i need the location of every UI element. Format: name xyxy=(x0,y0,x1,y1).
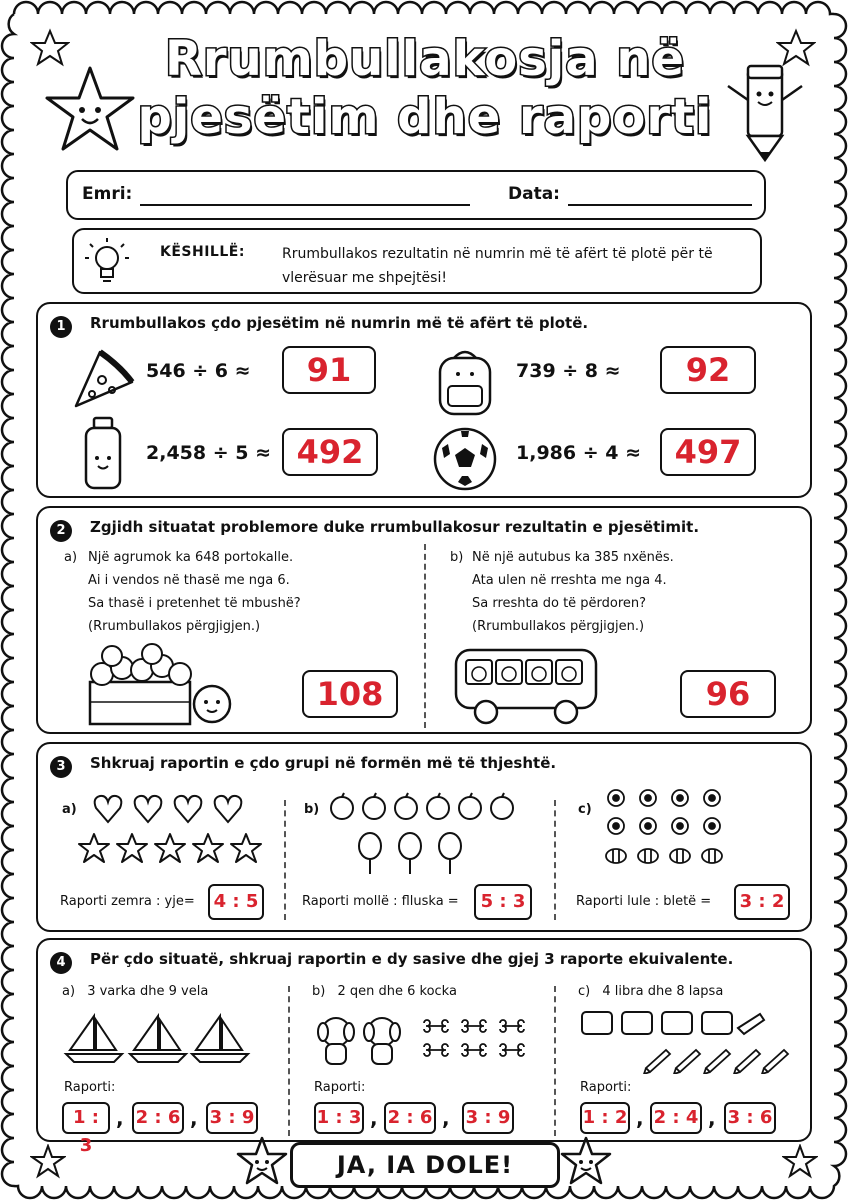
section-instruction: Për çdo situatë, shkruaj raportin e dy sasive dhe gjej 3 raporte ekuivalente. xyxy=(90,950,734,968)
heart-icon xyxy=(135,796,162,822)
comma: , xyxy=(636,1106,644,1130)
bones-group xyxy=(420,1016,532,1062)
bone-icon xyxy=(424,1020,448,1032)
title-line-2: pjesëtim dhe raporti xyxy=(137,89,713,145)
flower-icon xyxy=(672,818,688,834)
smiling-star-icon xyxy=(560,1136,612,1188)
problem-line: Ai i vendos në thasë me nga 6. xyxy=(88,573,290,588)
ratio-answer-box[interactable]: 5 : 3 xyxy=(474,884,532,920)
answer-box[interactable]: 492 xyxy=(282,428,378,476)
column-divider xyxy=(424,544,426,728)
tip-label: KËSHILLË: xyxy=(160,244,245,260)
name-field[interactable] xyxy=(140,204,470,206)
problem-line: (Rrumbullakos përgjigjen.) xyxy=(88,619,261,634)
answer-box[interactable]: 92 xyxy=(660,346,756,394)
flower-icon xyxy=(704,818,720,834)
column-divider xyxy=(284,800,286,920)
date-field[interactable] xyxy=(568,204,752,206)
section-3 xyxy=(36,742,812,932)
answer-box[interactable]: 108 xyxy=(302,670,398,718)
situation-text: 4 libra dhe 8 lapsa xyxy=(602,984,724,999)
ratio-answer-box[interactable]: 4 : 5 xyxy=(208,884,264,920)
answer-box[interactable]: 96 xyxy=(680,670,776,718)
answer-box[interactable]: 497 xyxy=(660,428,756,476)
problem-line: (Rrumbullakos përgjigjen.) xyxy=(472,619,645,634)
flower-icon xyxy=(640,818,656,834)
dog-icon xyxy=(364,1018,400,1064)
name-date-bar xyxy=(66,170,766,220)
balloon-icon xyxy=(359,833,381,874)
ratio-answer-box[interactable]: 3 : 9 xyxy=(462,1102,514,1134)
section-number: 3 xyxy=(50,756,72,778)
tip-box xyxy=(72,228,762,294)
problem-label: a) xyxy=(64,550,78,565)
comma: , xyxy=(116,1106,124,1130)
section-1 xyxy=(36,302,812,498)
ratio-answer-box[interactable]: 2 : 4 xyxy=(650,1102,702,1134)
ratio-answer-box[interactable]: 3 : 2 xyxy=(734,884,790,920)
bone-icon xyxy=(462,1020,486,1032)
section-instruction: Shkruaj raportin e çdo grupi në formën më të thjeshtë. xyxy=(90,754,557,772)
section-instruction: Zgjidh situatat problemore duke rrumbullakosur rezultatin e pjesëtimit. xyxy=(90,518,700,536)
small-star-icon xyxy=(30,1144,66,1180)
apple-icon xyxy=(395,793,417,819)
column-divider xyxy=(554,800,556,920)
group-label: c) xyxy=(578,802,592,817)
problem-line: Një agrumok ka 648 portokalle. xyxy=(88,550,294,565)
books-group xyxy=(578,1008,768,1038)
ratio-label: Raporti: xyxy=(580,1080,632,1095)
smiling-star-icon xyxy=(236,1136,288,1188)
name-label: Emri: xyxy=(82,184,133,204)
book-icon xyxy=(582,1012,612,1034)
bee-icon xyxy=(606,849,626,863)
group-label: a) xyxy=(62,802,77,817)
heart-icon xyxy=(215,796,242,822)
stars-group xyxy=(78,832,268,866)
flower-icon xyxy=(640,790,656,806)
star-icon xyxy=(231,834,261,862)
problem-line: Sa rreshta do të përdoren? xyxy=(472,596,647,611)
apple-icon xyxy=(331,793,353,819)
book-icon xyxy=(622,1012,652,1034)
flowers-bees-group xyxy=(604,788,734,872)
pencil-icon xyxy=(674,1050,700,1074)
bone-icon xyxy=(500,1044,524,1056)
division-expression: 1,986 ÷ 4 ≈ xyxy=(516,442,642,464)
flower-icon xyxy=(608,818,624,834)
star-icon xyxy=(193,834,223,862)
balloon-icon xyxy=(399,833,421,874)
apple-icon xyxy=(427,793,449,819)
bee-icon xyxy=(702,849,722,863)
book-icon xyxy=(662,1012,692,1034)
lightbulb-icon xyxy=(82,236,132,290)
problem-line: Në një autubus ka 385 nxënës. xyxy=(472,550,674,565)
section-number: 2 xyxy=(50,520,72,542)
section-number: 1 xyxy=(50,316,72,338)
problem-b xyxy=(450,546,674,634)
bee-icon xyxy=(638,849,658,863)
flower-icon xyxy=(608,790,624,806)
ratio-answer-box[interactable]: 2 : 6 xyxy=(132,1102,184,1134)
section-2 xyxy=(36,506,812,734)
apple-icon xyxy=(459,793,481,819)
situation-label: a) xyxy=(62,984,76,999)
ratio-label: Raporti zemra : yje= xyxy=(60,894,195,909)
sailboat-icon xyxy=(192,1016,248,1062)
division-expression: 546 ÷ 6 ≈ xyxy=(146,360,251,382)
column-divider xyxy=(288,986,290,1136)
ratio-label: Raporti: xyxy=(314,1080,366,1095)
ratio-answer-box[interactable]: 3 : 6 xyxy=(724,1102,776,1134)
flower-icon xyxy=(704,790,720,806)
date-label: Data: xyxy=(508,184,560,204)
balloon-icon xyxy=(439,833,461,874)
column-divider xyxy=(554,986,556,1136)
heart-icon xyxy=(175,796,202,822)
pencils-group xyxy=(642,1044,792,1074)
star-icon xyxy=(117,834,147,862)
book-icon xyxy=(702,1012,732,1034)
star-icon xyxy=(79,834,109,862)
dog-icon xyxy=(318,1018,354,1064)
group-label: b) xyxy=(304,802,320,817)
title-line-1: Rrumbullakosja në xyxy=(164,31,686,87)
bone-icon xyxy=(500,1020,524,1032)
pencil-character-icon xyxy=(720,56,810,166)
balloons-group xyxy=(352,832,472,876)
apples-group xyxy=(328,792,518,822)
bone-icon xyxy=(424,1044,448,1056)
pencil-icon xyxy=(644,1050,670,1074)
comma: , xyxy=(708,1106,716,1130)
section-4 xyxy=(36,938,812,1156)
dogs-group xyxy=(316,1014,406,1068)
comma: , xyxy=(370,1106,378,1130)
smiling-star-icon xyxy=(44,64,136,156)
bee-icon xyxy=(670,849,690,863)
school-bus-icon xyxy=(452,642,602,728)
apple-icon xyxy=(363,793,385,819)
answer-box[interactable]: 91 xyxy=(282,346,376,394)
ratio-label: Raporti: xyxy=(64,1080,116,1095)
hearts-group xyxy=(92,792,252,826)
small-star-icon xyxy=(782,1144,818,1180)
sailboat-icon xyxy=(130,1016,186,1062)
soccer-ball-icon xyxy=(432,426,498,492)
section-instruction: Rrumbullakos çdo pjesëtim në numrin më të afërt të plotë. xyxy=(90,314,589,332)
comma: , xyxy=(190,1106,198,1130)
situation-label: c) xyxy=(578,984,591,999)
bottle-icon xyxy=(80,416,126,492)
section-number: 4 xyxy=(50,952,72,974)
ratio-answer-box[interactable]: 2 : 6 xyxy=(384,1102,436,1134)
flower-icon xyxy=(672,790,688,806)
apple-icon xyxy=(491,793,513,819)
footer-banner: JA, IA DOLE! xyxy=(290,1142,560,1188)
problem-a xyxy=(64,546,301,634)
heart-icon xyxy=(95,796,122,822)
ratio-label: Raporti lule : bletë = xyxy=(576,894,712,909)
pencil-icon xyxy=(704,1050,730,1074)
pizza-slice-icon xyxy=(70,346,138,416)
bone-icon xyxy=(462,1044,486,1056)
pencil-icon xyxy=(734,1050,760,1074)
ratio-answer-box[interactable]: 1 : 3 xyxy=(314,1102,364,1134)
orange-crate-icon xyxy=(86,642,236,728)
tip-text: Rrumbullakos rezultatin në numrin më të afërt të plotë për të vlerësuar me shpejtësi! xyxy=(282,246,713,286)
situation-text: 2 qen dhe 6 kocka xyxy=(337,984,457,999)
situation-c xyxy=(578,980,723,1003)
comma: , xyxy=(442,1106,450,1130)
problem-line: Ata ulen në rreshta me nga 4. xyxy=(472,573,667,588)
situation-a xyxy=(62,980,208,1003)
star-icon xyxy=(155,834,185,862)
sailboat-icon xyxy=(66,1016,122,1062)
page-title xyxy=(120,30,730,146)
problem-line: Sa thasë i pretenhet të mbushë? xyxy=(88,596,301,611)
problem-label: b) xyxy=(450,550,464,565)
division-expression: 2,458 ÷ 5 ≈ xyxy=(146,442,272,464)
ratio-answer-box[interactable]: 1 : 3 xyxy=(62,1102,110,1134)
ratio-label: Raporti mollë : flluska = xyxy=(302,894,459,909)
small-star-icon xyxy=(30,28,70,68)
sailboats-group xyxy=(62,1012,252,1066)
situation-b xyxy=(312,980,457,1003)
backpack-icon xyxy=(432,346,498,418)
pencil-icon xyxy=(762,1050,788,1074)
division-expression: 739 ÷ 8 ≈ xyxy=(516,360,621,382)
ratio-answer-box[interactable]: 1 : 2 xyxy=(580,1102,630,1134)
ratio-answer-box[interactable]: 3 : 9 xyxy=(206,1102,258,1134)
situation-label: b) xyxy=(312,984,326,999)
situation-text: 3 varka dhe 9 vela xyxy=(87,984,209,999)
